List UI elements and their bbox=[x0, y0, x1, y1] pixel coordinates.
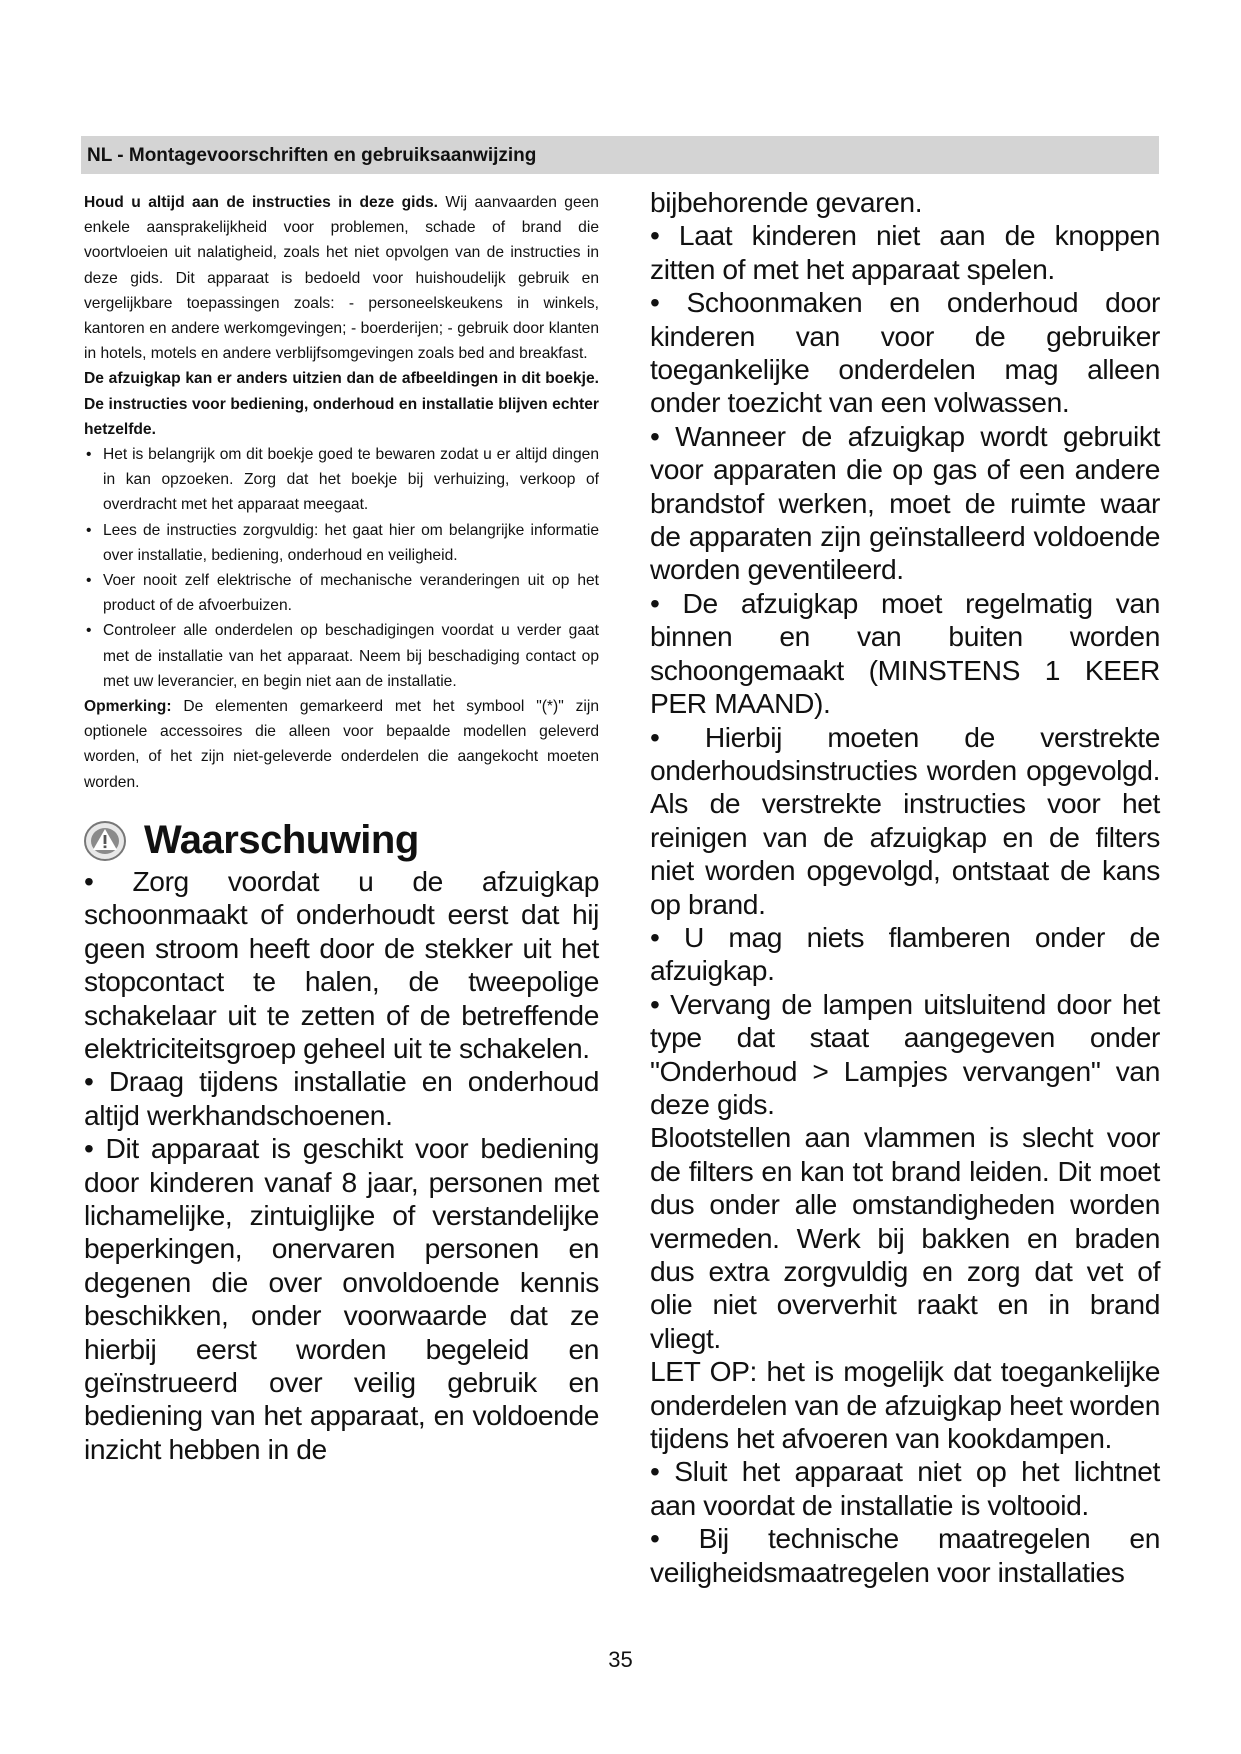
warning-paragraph: • Sluit het apparaat niet op het lichtnet aan voordat de installatie is voltooid. bbox=[650, 1455, 1160, 1521]
warning-left-text bbox=[84, 865, 599, 1466]
note-label: Opmerking: bbox=[84, 698, 172, 716]
intro-bold-lead: Houd u altijd aan de instructies in deze gids. bbox=[84, 194, 438, 211]
warning-paragraph: • Draag tijdens installatie en onderhoud altijd werkhandschoenen. bbox=[84, 1065, 599, 1131]
section-title: NL - Montagevoorschriften en gebruiksaanwijzing bbox=[87, 145, 537, 166]
warning-right-text bbox=[650, 186, 1160, 1589]
warning-paragraph: • Laat kinderen niet aan de knoppen zitten of met het apparaat spelen. bbox=[650, 219, 1160, 285]
warning-paragraph: • Wanneer de afzuigkap wordt gebruikt voor apparaten die op gas of een andere brandstof werken, moet de ruimte waar de apparaten zijn geïnstalleerd voldoende worden geventileerd. bbox=[650, 419, 1160, 586]
intro-block bbox=[84, 190, 599, 795]
warning-paragraph: • Bij technische maatregelen en veiligheidsmaatregelen voor installaties bbox=[650, 1522, 1160, 1588]
intro-bullet: • Controleer alle onderdelen op beschadigingen voordat u verder gaat met de installatie van het apparaat. Neem bij beschadiging contact op met uw leverancier, en begin niet aan de installatie. bbox=[84, 618, 599, 694]
intro-bullet-list bbox=[84, 442, 599, 694]
warning-paragraph: • De afzuigkap moet regelmatig van binnen en van buiten worden schoongemaakt (MINSTENS 1 KEER PER MAAND). bbox=[650, 586, 1160, 720]
warning-paragraph: Blootstellen aan vlammen is slecht voor de filters en kan tot brand leiden. Dit moet dus onder alle omstandigheden worden vermeden. Werk bij bakken en braden dus extra zorgvuldig en zorg dat vet of olie niet oververhit raakt en in brand vliegt. bbox=[650, 1121, 1160, 1354]
warning-paragraph: • Zorg voordat u de afzuigkap schoonmaakt of onderhoudt eerst dat hij geen stroom heeft door de stekker uit het stopcontact te halen, de tweepolige schakelaar uit te zetten of de betreffende elektriciteitsgroep geheel uit te schakelen. bbox=[84, 864, 599, 1064]
warning-paragraph: bijbehorende gevaren. bbox=[650, 186, 923, 218]
warning-heading bbox=[84, 817, 599, 865]
warning-paragraph: • Hierbij moeten de verstrekte onderhoudsinstructies worden opgevolgd. Als de verstrekte instructies voor het reinigen van de afzuigkap en de filters niet worden opgevolgd, ontstaat de kans op brand. bbox=[650, 720, 1160, 920]
right-column bbox=[650, 186, 1160, 1589]
note-text: De elementen gemarkeerd met het symbool "(*)" zijn optionele accessoires die alleen voor bepaalde modellen geleverd worden, of het zijn niet-geleverde onderdelen die aangekocht moeten worden. bbox=[84, 698, 599, 791]
warning-icon bbox=[84, 820, 126, 862]
intro-bold-note: De afzuigkap kan er anders uitzien dan de afbeeldingen in dit boekje. De instructies voor bediening, onderhoud en installatie blijven echter hetzelfde. bbox=[84, 370, 599, 438]
intro-bullet: • Het is belangrijk om dit boekje goed te bewaren zodat u er altijd dingen in kan opzoeken. Zorg dat het boekje bij verhuizing, verkoop of overdracht met het apparaat meegaat. bbox=[84, 442, 599, 518]
intro-text: Wij aanvaarden geen enkele aansprakelijkheid voor problemen, schade of brand die voortvloeien uit nalatigheid, zoals het niet opvolgen van de instructies in deze gids. Dit apparaat is bedoeld voor huishoudelijk gebruik en vergelijkbare toepassingen zoals: - personeelskeukens in winkels, kantoren en andere werkomgevingen; - boerderijen; - gebruik door klanten in hotels, motels en andere verblijfsomgevingen zoals bed and breakfast. bbox=[84, 194, 599, 363]
intro-bullet: • Lees de instructies zorgvuldig: het gaat hier om belangrijke informatie over installatie, bediening, onderhoud en veiligheid. bbox=[84, 518, 599, 568]
warning-paragraph: LET OP: het is mogelijk dat toegankelijke onderdelen van de afzuigkap heet worden tijdens het afvoeren van kookdampen. bbox=[650, 1355, 1160, 1455]
left-column bbox=[84, 190, 599, 1466]
section-header-bar bbox=[81, 136, 1159, 174]
intro-paragraph bbox=[84, 190, 599, 366]
warning-paragraph: • Dit apparaat is geschikt voor bediening door kinderen vanaf 8 jaar, personen met lichamelijke, zintuiglijke of verstandelijke beperkingen, onervaren personen en degenen die over onvoldoende kennis beschikken, onder voorwaarde dat ze hierbij eerst worden begeleid en geïnstrueerd over veilig gebruik en bediening van het apparaat, en voldoende inzicht hebben in de bbox=[84, 1132, 599, 1465]
warning-paragraph: • Schoonmaken en onderhoud door kinderen van voor de gebruiker toegankelijke onderdelen mag alleen onder toezicht van een volwassen. bbox=[650, 286, 1160, 419]
note-paragraph bbox=[84, 694, 599, 795]
warning-title: Waarschuwing bbox=[144, 818, 419, 863]
intro-bullet: • Voer nooit zelf elektrische of mechanische veranderingen uit op het product of de afvoerbuizen. bbox=[84, 568, 599, 618]
warning-paragraph: • U mag niets flamberen onder de afzuigkap. bbox=[650, 920, 1160, 987]
page-number: 35 bbox=[608, 1647, 633, 1672]
warning-paragraph: • Vervang de lampen uitsluitend door het type dat staat aangegeven onder "Onderhoud > Lampjes vervangen" van deze gids. bbox=[650, 987, 1160, 1120]
